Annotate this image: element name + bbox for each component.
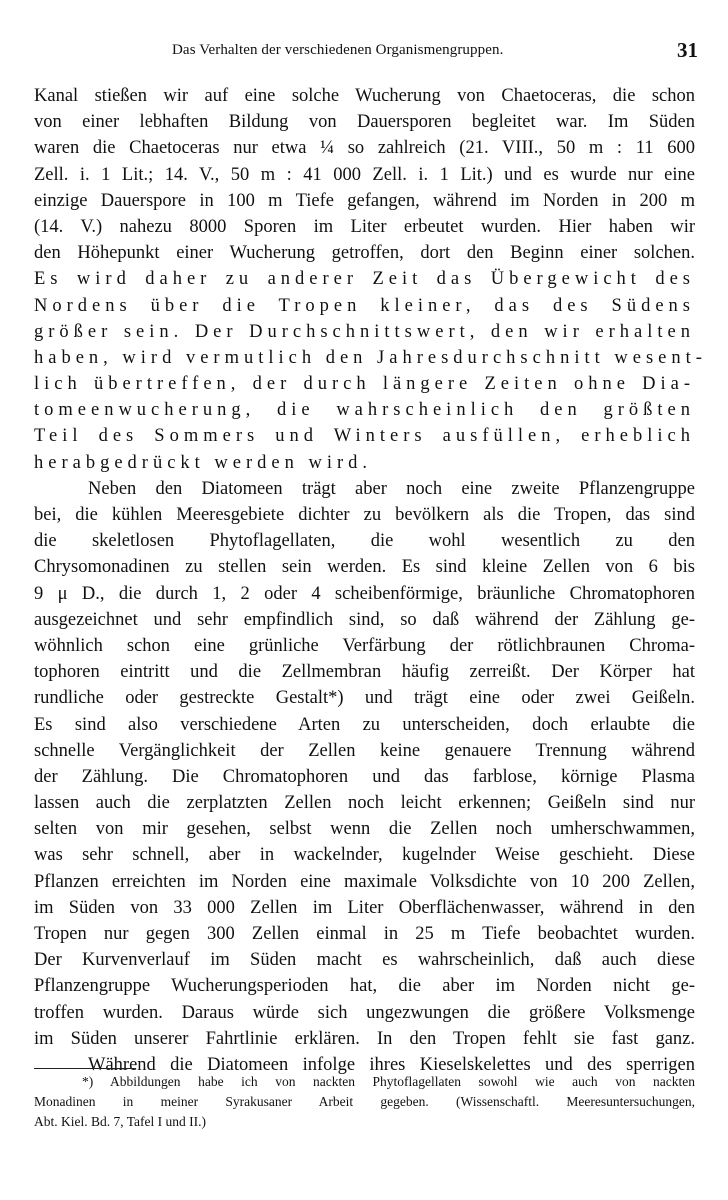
- text-line: Kanal stießen wir auf eine solche Wucherung von Chaetoceras, die schon: [34, 86, 695, 106]
- text-line: 9 μ D., die durch 1, 2 oder 4 scheibenförmige, bräunliche Chromatophoren: [34, 583, 695, 604]
- text-line-emphasis: tomeenwucherung, die wahrscheinlich den größten: [34, 400, 695, 421]
- text-line: Zell. i. 1 Lit.; 14. V., 50 m : 41 000 Zell. i. 1 Lit.) und es wurde nur eine: [34, 164, 695, 185]
- text-line: Pflanzengruppe Wucherungsperioden hat, die aber im Norden nicht ge-: [34, 976, 695, 997]
- footnote-line: Abt. Kiel. Bd. 7, Tafel I und II.): [34, 1114, 207, 1129]
- text-line: selten von mir gesehen, selbst wenn die Zellen noch umherschwammen,: [34, 819, 695, 840]
- page-header: [172, 36, 698, 66]
- text-line: im Süden von 33 000 Zellen im Liter Oberflächenwasser, während in den: [34, 897, 695, 918]
- text-line: lassen auch die zerplatzten Zellen noch leicht erkennen; Geißeln sind nur: [34, 793, 695, 814]
- text-line-emphasis: lich übertreffen, der durch längere Zeiten ohne Dia-: [34, 374, 695, 395]
- footnote-line: Monadinen in meiner Syrakusaner Arbeit gegeben. (Wissenschaftl. Meeresuntersuchungen,: [34, 1094, 695, 1109]
- text-line: im Süden unserer Fahrtlinie erklären. In den Tropen fehlt sie fast ganz.: [34, 1028, 695, 1049]
- text-line-emphasis: Es wird daher zu anderer Zeit das Übergewicht des: [34, 269, 695, 290]
- text-line: schnelle Vergänglichkeit der Zellen keine genauere Trennung während: [34, 740, 695, 761]
- text-line: Der Kurvenverlauf im Süden macht es wahrscheinlich, daß auch diese: [34, 950, 695, 971]
- paragraph-start-line: Während die Diatomeen infolge ihres Kieselskelettes und des sperrigen: [88, 1054, 695, 1075]
- footnote-line: *) Abbildungen habe ich von nackten Phytoflagellaten sowohl wie auch von nackten: [82, 1074, 695, 1089]
- text-line: rundliche oder gestreckte Gestalt*) und trägt eine oder zwei Geißeln.: [34, 688, 695, 709]
- text-line-emphasis: herabgedrückt werden wird.: [34, 452, 373, 473]
- text-line-emphasis: größer sein. Der Durchschnittswert, den wir erhalten: [34, 321, 695, 342]
- body-text: [34, 83, 707, 1078]
- text-line: Tropen nur gegen 300 Zellen einmal in 25 m Tiefe beobachtet wurden.: [34, 924, 695, 944]
- text-line: wöhnlich schon eine grünliche Verfärbung der rötlichbraunen Chroma-: [34, 635, 695, 656]
- page-number: 31: [677, 38, 698, 62]
- footnote-rule: [34, 1068, 136, 1069]
- text-line-emphasis: haben, wird vermutlich den Jahresdurchschnitt wesent-: [34, 347, 707, 368]
- text-line: ausgezeichnet und sehr empfindlich sind, so daß während der Zählung ge-: [34, 609, 695, 630]
- text-line: bei, die kühlen Meeresgebiete dichter zu bevölkern als die Tropen, das sind: [34, 505, 695, 525]
- text-line-emphasis: Teil des Sommers und Winters ausfüllen, erheblich: [34, 426, 695, 447]
- text-line: Pflanzen erreichten im Norden eine maximale Volksdichte von 10 200 Zellen,: [34, 871, 695, 892]
- running-title: Das Verhalten der verschiedenen Organismengruppen.: [172, 42, 504, 58]
- text-line: waren die Chaetoceras nur etwa ¼ so zahlreich (21. VIII., 50 m : 11 600: [34, 138, 695, 159]
- text-line: die skeletlosen Phytoflagellaten, die wohl wesentlich zu den: [34, 531, 695, 552]
- text-line: tophoren eintritt und die Zellmembran häufig zerreißt. Der Körper hat: [34, 662, 695, 683]
- text-line: Es sind also verschiedene Arten zu unterscheiden, doch erlaubte die: [34, 714, 695, 735]
- text-line: Chrysomonadinen zu stellen sein werden. Es sind kleine Zellen von 6 bis: [34, 557, 695, 578]
- text-line: was sehr schnell, aber in wackelnder, kugelnder Weise geschieht. Diese: [34, 845, 695, 866]
- text-line: einzige Dauerspore in 100 m Tiefe gefangen, während im Norden in 200 m: [34, 190, 695, 211]
- text-line-emphasis: Nordens über die Tropen kleiner, das des Südens: [34, 295, 695, 316]
- paragraph-start-line: Neben den Diatomeen trägt aber noch eine zweite Pflanzengruppe: [88, 478, 695, 499]
- text-line: von einer lebhaften Bildung von Dauersporen begleitet war. Im Süden: [34, 112, 695, 133]
- footnote: [34, 1072, 695, 1132]
- text-line: der Zählung. Die Chromatophoren und das farblose, körnige Plasma: [34, 766, 695, 787]
- text-line: (14. V.) nahezu 8000 Sporen im Liter erbeutet wurden. Hier haben wir: [34, 216, 695, 237]
- text-line: troffen wurden. Daraus würde sich ungezwungen die größere Volksmenge: [34, 1002, 695, 1023]
- text-line: den Höhepunkt einer Wucherung getroffen, dort den Beginn einer solchen.: [34, 243, 695, 264]
